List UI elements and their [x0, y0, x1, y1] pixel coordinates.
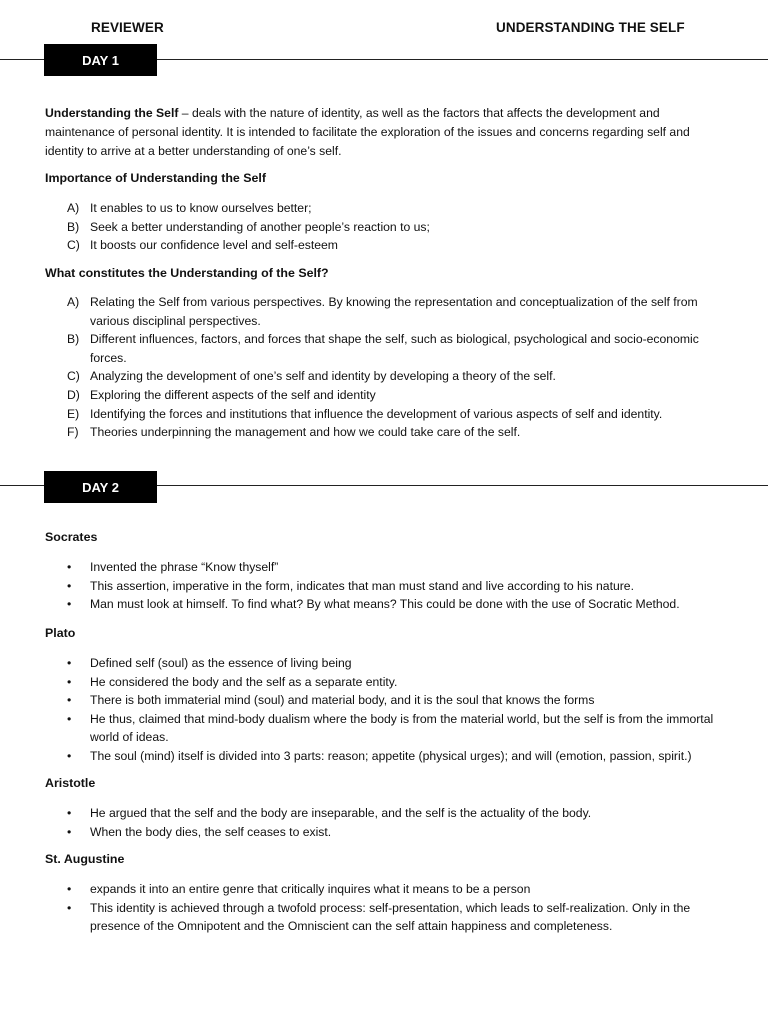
intro-text: – deals with the nature of identity, as well as the factors that affects the development and maintenance of personal identity. It is intended to facilitate the exploration of the issues and concerns regarding self and identity to arrive at a better understanding of one’s self.: [45, 106, 690, 158]
list-item: [45, 218, 725, 237]
list-item: [45, 710, 725, 747]
list-item-text: expands it into an entire genre that critically inquires what it means to be a person: [90, 882, 531, 896]
list-marker: A): [67, 201, 80, 215]
list-item: [45, 804, 725, 823]
list-item-text: He thus, claimed that mind-body dualism where the body is from the material world, but the self is from the immortal world of ideas.: [90, 711, 714, 745]
intro-paragraph: [45, 104, 725, 161]
list-item: [45, 405, 725, 424]
bullet: •: [67, 806, 72, 820]
list-marker: B): [67, 219, 80, 234]
list-item-text: It boosts our confidence level and self-esteem: [90, 238, 338, 253]
list-item-text: Identifying the forces and institutions that influence the development of various aspects of self and identity.: [90, 406, 663, 421]
day2-label: DAY 2: [44, 471, 157, 503]
intro-term: Understanding the Self: [45, 106, 179, 120]
list-item: [45, 330, 725, 367]
plato-heading: Plato: [45, 626, 76, 640]
list-item-text: Different influences, factors, and forces that shape the self, such as biological, psychological and socio-economic forces.: [90, 332, 699, 365]
list-marker: E): [67, 406, 80, 421]
list-marker: C): [67, 369, 80, 384]
list-item-text: Exploring the different aspects of the self and identity: [90, 387, 376, 402]
list-item: [45, 654, 725, 673]
bullet: •: [67, 882, 72, 896]
list-item: [45, 673, 725, 692]
list-item: [45, 880, 725, 899]
bullet: •: [67, 597, 72, 612]
list-item: [45, 386, 725, 405]
list-item-text: Defined self (soul) as the essence of living being: [90, 656, 352, 670]
list-item-text: Analyzing the development of one’s self and identity by developing a theory of the self.: [90, 369, 556, 384]
list-item: [45, 577, 725, 596]
list-item: [45, 899, 725, 936]
aristotle-heading: Aristotle: [45, 776, 96, 790]
bullet: •: [67, 578, 72, 593]
list-item-text: When the body dies, the self ceases to exist.: [90, 824, 332, 839]
list-item-text: Invented the phrase “Know thyself”: [90, 560, 279, 574]
augustine-heading: St. Augustine: [45, 852, 125, 866]
header-left-title: REVIEWER: [91, 20, 164, 35]
list-marker: B): [67, 332, 80, 347]
list-item-text: There is both immaterial mind (soul) and material body, and it is the soul that knows the forms: [90, 693, 595, 708]
importance-list: [45, 199, 725, 255]
list-marker: F): [67, 425, 79, 440]
list-item: [45, 558, 725, 577]
list-item: [45, 823, 725, 842]
list-item-text: It enables to us to know ourselves better;: [90, 201, 312, 215]
socrates-list: [45, 558, 725, 614]
augustine-list: [45, 880, 725, 936]
list-item-text: This identity is achieved through a twofold process: self-presentation, which leads to self-realization. Only in the presence of the Omnipotent and the Omniscient can the self attain happiness and completeness.: [90, 900, 691, 934]
list-marker: C): [67, 238, 80, 253]
list-item: [45, 691, 725, 710]
list-item: [45, 236, 725, 255]
list-item-text: Theories underpinning the management and how we could take care of the self.: [90, 425, 521, 440]
plato-list: [45, 654, 725, 766]
importance-heading: Importance of Understanding the Self: [45, 171, 266, 185]
bullet: •: [67, 560, 72, 574]
list-item-text: He argued that the self and the body are inseparable, and the self is the actuality of the body.: [90, 806, 592, 820]
bullet: •: [67, 693, 72, 708]
bullet: •: [67, 824, 72, 839]
constitutes-heading: What constitutes the Understanding of the Self?: [45, 266, 329, 280]
list-marker: D): [67, 387, 80, 402]
constitutes-list: [45, 293, 725, 442]
list-item-text: The soul (mind) itself is divided into 3 parts: reason; appetite (physical urges); and will (emotion, passion, spirit.): [90, 748, 692, 763]
day1-label: DAY 1: [44, 44, 157, 76]
list-item-text: Man must look at himself. To find what? By what means? This could be done with the use of Socratic Method.: [90, 597, 680, 612]
list-item: [45, 367, 725, 386]
list-item-text: Relating the Self from various perspectives. By knowing the representation and conceptualization of the self from various disciplinal perspectives.: [90, 295, 698, 328]
list-item: [45, 595, 725, 614]
list-item-text: Seek a better understanding of another people’s reaction to us;: [90, 219, 430, 234]
list-item: [45, 199, 725, 218]
bullet: •: [67, 711, 72, 726]
list-item-text: This assertion, imperative in the form, indicates that man must stand and live according to his nature.: [90, 578, 634, 593]
bullet: •: [67, 656, 72, 670]
list-item-text: He considered the body and the self as a separate entity.: [90, 674, 398, 689]
list-item: [45, 293, 725, 330]
aristotle-list: [45, 804, 725, 841]
list-marker: A): [67, 295, 80, 309]
bullet: •: [67, 674, 72, 689]
bullet: •: [67, 748, 72, 763]
list-item: [45, 747, 725, 766]
list-item: [45, 423, 725, 442]
header-right-title: UNDERSTANDING THE SELF: [496, 20, 685, 35]
bullet: •: [67, 900, 72, 915]
socrates-heading: Socrates: [45, 530, 98, 544]
